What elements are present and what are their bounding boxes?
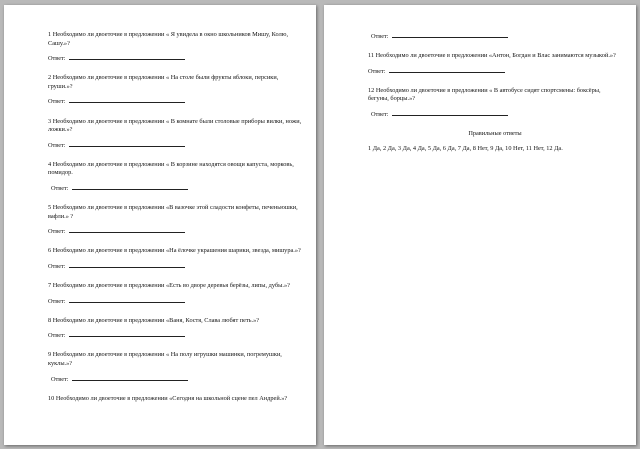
answer-blank [72,183,188,190]
answer-blank [392,31,508,38]
question-2: 2 Необходимо ли двоеточие в предложении « На столе были фрукты яблоки, персики, груши.»? [48,74,279,90]
document-page-2 [324,5,636,445]
question-5: 5 Необходимо ли двоеточие в предложении «В вазочке этой сладости конфеты, печеньюшки, вафли.» ? [48,204,298,220]
answer-blank [69,261,185,268]
answer-label: Ответ: [48,141,66,149]
question-6: 6 Необходимо ли двоеточие в предложении «На ёлочке украшения шарики, звезда, мишура.»? [48,247,301,255]
answer-label: Ответ: [48,228,66,236]
answer-blank [69,296,185,303]
answer-9 [48,374,302,385]
question-10: 10 Необходимо ли двоеточие в предложении «Сегодня на школьной сцене пел Андрей.»? [48,394,288,402]
answer-3 [48,140,302,151]
answer-label: Ответ: [371,33,389,40]
document-page-1 [4,5,316,445]
answer-2 [48,96,302,107]
question-9: 9 Необходимо ли двоеточие в предложении « На полу игрушки машинки, погремушки, куклы.»? [48,351,282,368]
question-8: 8 Необходимо ли двоеточие в предложении «Ваня, Костя, Слава любят петь.»? [48,316,260,324]
answer-blank [69,226,185,233]
answer-blank [72,374,188,381]
answer-label: Ответ: [368,67,386,75]
answer-7 [48,296,302,307]
question-1: 1 Необходимо ли двоеточие в предложении « Я увидела в окно школьников Мишу, Колю, Сашу.»? [48,31,289,47]
answer-4 [48,183,302,194]
question-3: 3 Необходимо ли двоеточие в предложении « В комнате были столовые приборы вилки, ножи, ложки.»? [48,117,302,134]
answer-blank [69,96,185,103]
answer-label: Ответ: [48,263,66,270]
answer-blank [389,66,505,73]
answer-11 [368,66,622,77]
question-12: 12 Необходимо ли двоеточие в предложении « В автобусе сидят спортсмены: боксёры, бегуны, борцы.»? [368,86,601,103]
answer-blank [69,53,185,60]
question-4: 4 Необходимо ли двоеточие в предложении « В корзине находятся овощи капуста, морковь, помидор. [48,160,294,177]
answer-label: Ответ: [51,375,69,383]
answers-heading: Правильные ответы [468,130,522,138]
answer-blank [69,330,185,337]
answer-blank [69,140,185,147]
answer-6 [48,261,302,272]
answer-1 [48,53,302,64]
answer-label: Ответ: [371,110,389,118]
question-7: 7 Необходимо ли двоеточие в предложении «Есть во дворе деревья берёзы, липы, дубы.»? [48,282,290,290]
answer-label: Ответ: [48,55,66,63]
answer-8 [48,330,302,341]
answers-key: 1 Да, 2 Да, 3 Да, 4 Да, 5 Да, 6 Да, 7 Да, 8 Нет, 9 Да, 10 Нет, 11 Нет, 12 Да. [368,144,563,152]
answer-5 [48,226,302,237]
answer-10 [368,31,622,42]
answer-label: Ответ: [48,98,66,106]
answer-label: Ответ: [48,332,66,340]
answer-blank [392,109,508,116]
answer-label: Ответ: [48,297,66,305]
answer-12 [368,109,622,120]
answer-label: Ответ: [51,185,69,193]
question-11: 11 Необходимо ли двоеточие в предложении «Антон, Богдан и Влас занимаются музыкой.»? [368,52,616,60]
